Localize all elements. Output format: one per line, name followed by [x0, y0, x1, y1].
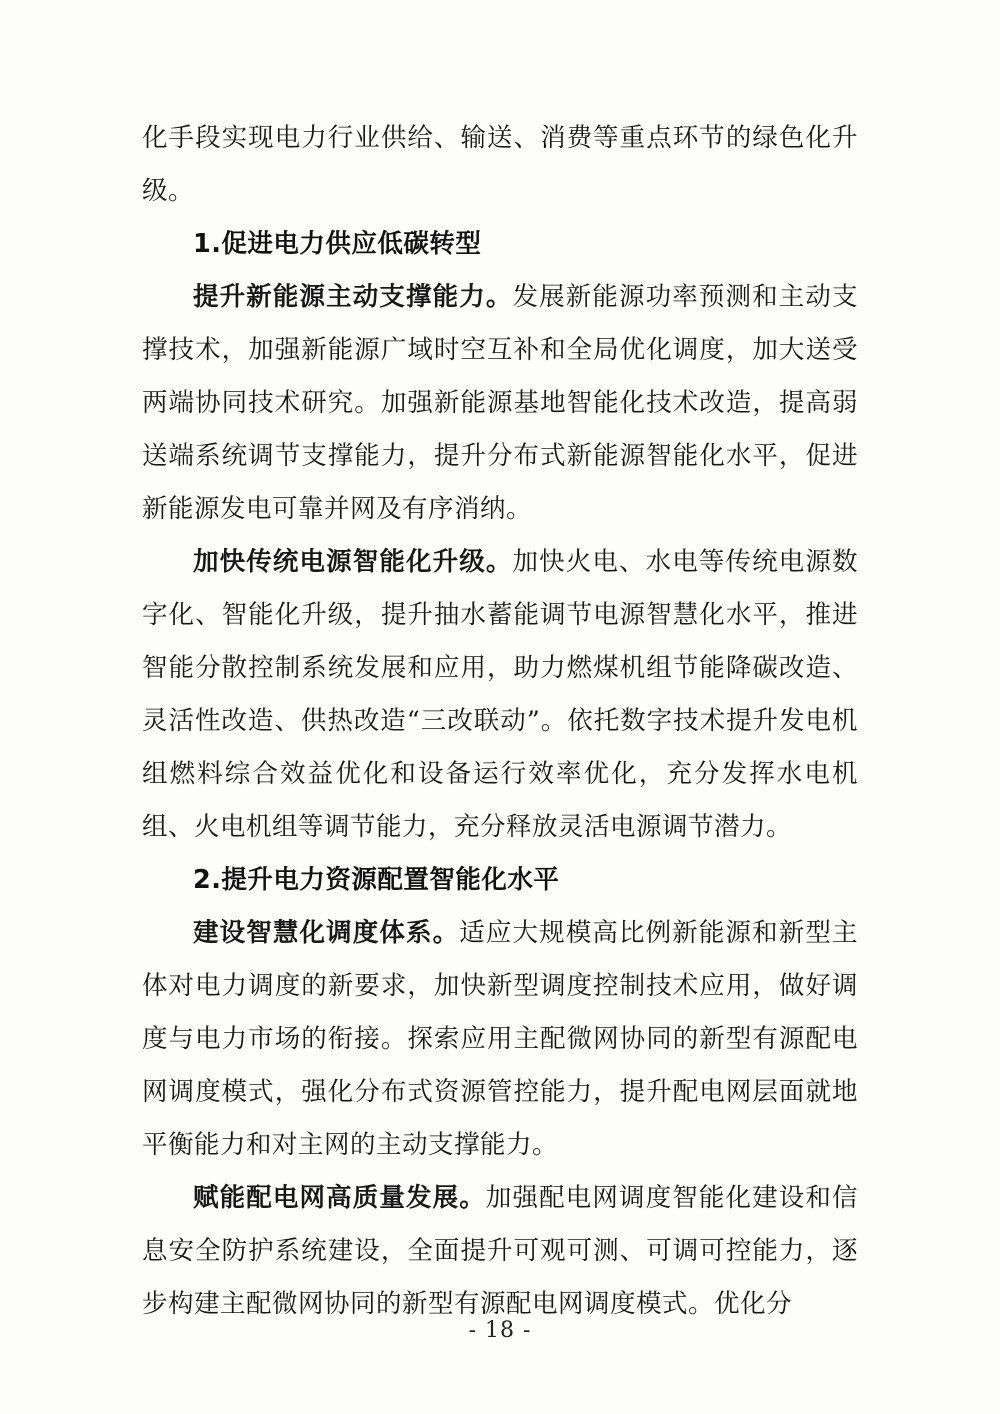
paragraph-4: [142, 1172, 858, 1331]
paragraph-1-lead: 提升新能源主动支撑能力。: [193, 282, 513, 312]
section-heading-1: 1.促进电力供应低碳转型: [193, 229, 482, 259]
paragraph-3-body: 适应大规模高比例新能源和新型主体对电力调度的新要求，加快新型调度控制技术应用，做好调度与电力市场的衔接。探索应用主配微网协同的新型有源配电网调度模式，强化分布式资源管控能力，提升配电网层面就地平衡能力和对主网的主动支撑能力。: [142, 918, 858, 1160]
page-body: [142, 112, 858, 1331]
paragraph-2-body: 加快火电、水电等传统电源数字化、智能化升级，提升抽水蓄能调节电源智慧化水平，推进智能分散控制系统发展和应用，助力燃煤机组节能降碳改造、灵活性改造、供热改造“三改联动”。依托数字技术提升发电机组燃料综合效益优化和设备运行效率优化，充分发挥水电机组、火电机组等调节能力，充分释放灵活电源调节潜力。: [142, 547, 858, 842]
paragraph-2-lead: 加快传统电源智能化升级。: [193, 547, 513, 577]
page-number: - 18 -: [468, 1318, 532, 1343]
paragraph-4-body: 加强配电网调度智能化建设和信息安全防护系统建设，全面提升可观可测、可调可控能力，逐步构建主配微网协同的新型有源配电网调度模式。优化分: [142, 1183, 858, 1319]
paragraph-continuation: 化手段实现电力行业供给、输送、消费等重点环节的绿色化升级。: [142, 123, 858, 206]
paragraph-2: [142, 536, 858, 854]
section-heading-2: 2.提升电力资源配置智能化水平: [193, 865, 560, 895]
paragraph-4-lead: 赋能配电网高质量发展。: [193, 1183, 486, 1213]
paragraph-3-lead: 建设智慧化调度体系。: [193, 918, 460, 948]
paragraph-1-body: 发展新能源功率预测和主动支撑技术，加强新能源广域时空互补和全局优化调度，加大送受两端协同技术研究。加强新能源基地智能化技术改造，提高弱送端系统调节支撑能力，提升分布式新能源智能化水平，促进新能源发电可靠并网及有序消纳。: [142, 282, 858, 524]
paragraph-1: [142, 271, 858, 536]
paragraph-3: [142, 907, 858, 1172]
